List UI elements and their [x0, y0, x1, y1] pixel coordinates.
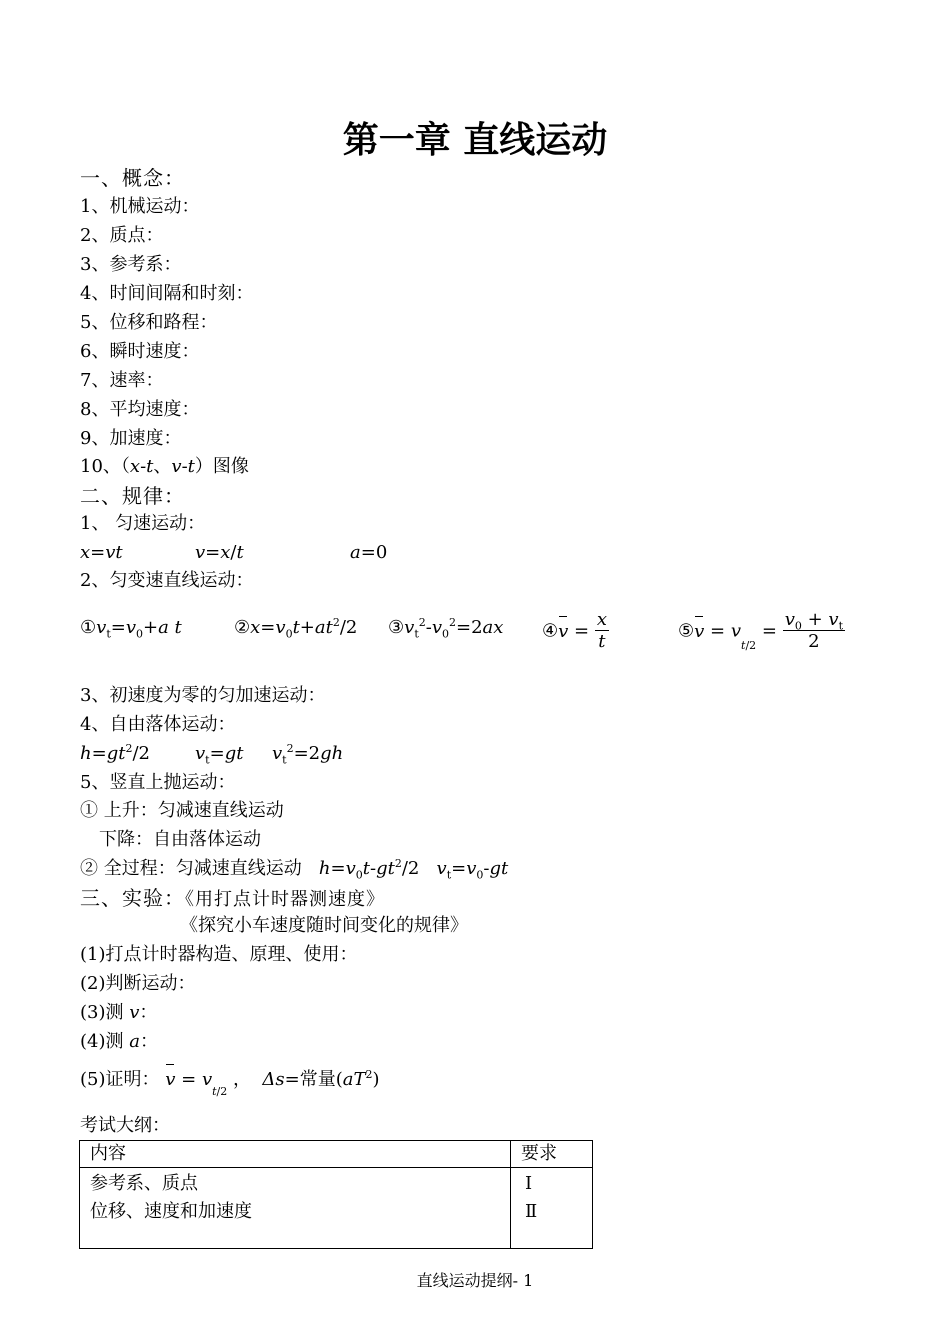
header-content: 内容 — [80, 1141, 511, 1168]
throw-whole: ② 全过程：匀减速直线运动 $h=v_0t-gt^2/2$ $v_t=v_0-gt$ — [80, 857, 509, 882]
concept-item-graphs: 10、（x-t、v-t）图像 — [80, 456, 249, 477]
throw-down: 下降：自由落体运动 — [99, 829, 261, 850]
throw-up: ① 上升：匀减速直线运动 — [80, 800, 284, 821]
section-concepts: 一、概念： — [80, 166, 185, 190]
concept-item: 9、加速度： — [80, 428, 182, 449]
formula-1: $①v_t=v_0+a$ t — [80, 617, 182, 641]
concept-item: 2、质点： — [80, 225, 164, 246]
formula-uniform-a: a=0 — [350, 542, 388, 563]
law-uniform-accel: 2、匀变速直线运动： — [80, 570, 254, 591]
formula-free-fall-h: $h=gt^2/2$ — [80, 742, 150, 764]
experiment-item: (2)判断运动： — [80, 973, 196, 994]
formula-uniform-x: x=vt — [80, 542, 123, 563]
law-free-fall: 4、自由落体运动： — [80, 714, 236, 735]
experiment-title-2: 《探究小车速度随时间变化的规律》 — [180, 915, 468, 936]
law-zero-initial: 3、初速度为零的匀加速运动： — [80, 685, 326, 706]
content-cell — [80, 1168, 511, 1249]
formula-free-fall-v2: $v_t^2=2gh$ — [272, 742, 344, 767]
syllabus-heading: 考试大纲： — [80, 1115, 170, 1136]
row-content: 位移、速度和加速度 — [90, 1201, 252, 1222]
formula-5: ⑤v = $v_{t/2}$ = $\frac{v_0 + v_t}{2}$ — [678, 609, 843, 652]
concept-item: 6、瞬时速度： — [80, 341, 200, 362]
syllabus-table — [79, 1140, 593, 1249]
page-title: 第一章 直线运动 — [342, 120, 608, 161]
experiment-item: (4)测 a： — [80, 1031, 158, 1052]
law-uniform: 1、 匀速运动： — [80, 513, 206, 534]
concept-item: 4、时间间隔和时刻： — [80, 283, 254, 304]
requirement-cell — [511, 1168, 593, 1249]
concept-item: 8、平均速度： — [80, 399, 200, 420]
formula-uniform-v: v=x/t — [195, 542, 244, 563]
row-content: 参考系、质点 — [90, 1173, 198, 1194]
experiment-item: (3)测 v： — [80, 1002, 158, 1023]
formula-4: ④v = $\frac{x}{t}$ — [542, 609, 607, 652]
section-laws: 二、规律： — [80, 484, 185, 508]
concept-item: 3、参考系： — [80, 254, 182, 275]
row-requirement: Ⅱ — [525, 1201, 538, 1222]
table-header-row — [80, 1141, 593, 1168]
law-vertical-throw: 5、竖直上抛运动： — [80, 772, 236, 793]
concept-item: 5、位移和路程： — [80, 312, 218, 333]
row-requirement: Ⅰ — [525, 1173, 533, 1194]
concept-item: 7、速率： — [80, 370, 164, 391]
header-requirement: 要求 — [511, 1141, 593, 1168]
formula-2: $②x=v_0t+at^2/2$ — [234, 616, 358, 641]
formula-free-fall-v: $v_t=gt$ — [195, 743, 244, 767]
experiment-item: (5)证明： $v = v_{t/2}$ ， Δs=常量$(aT^2)$ — [80, 1068, 380, 1098]
table-row — [80, 1168, 593, 1249]
concept-item: 1、机械运动： — [80, 196, 200, 217]
formula-3: $③v_t^2-v_0^2=2ax$ — [388, 616, 504, 641]
page-footer: 直线运动提纲- 1 — [416, 1271, 534, 1290]
experiment-item: (1)打点计时器构造、原理、使用： — [80, 944, 358, 965]
section-experiment: 三、实验：《用打点计时器测速度》 — [80, 886, 385, 910]
